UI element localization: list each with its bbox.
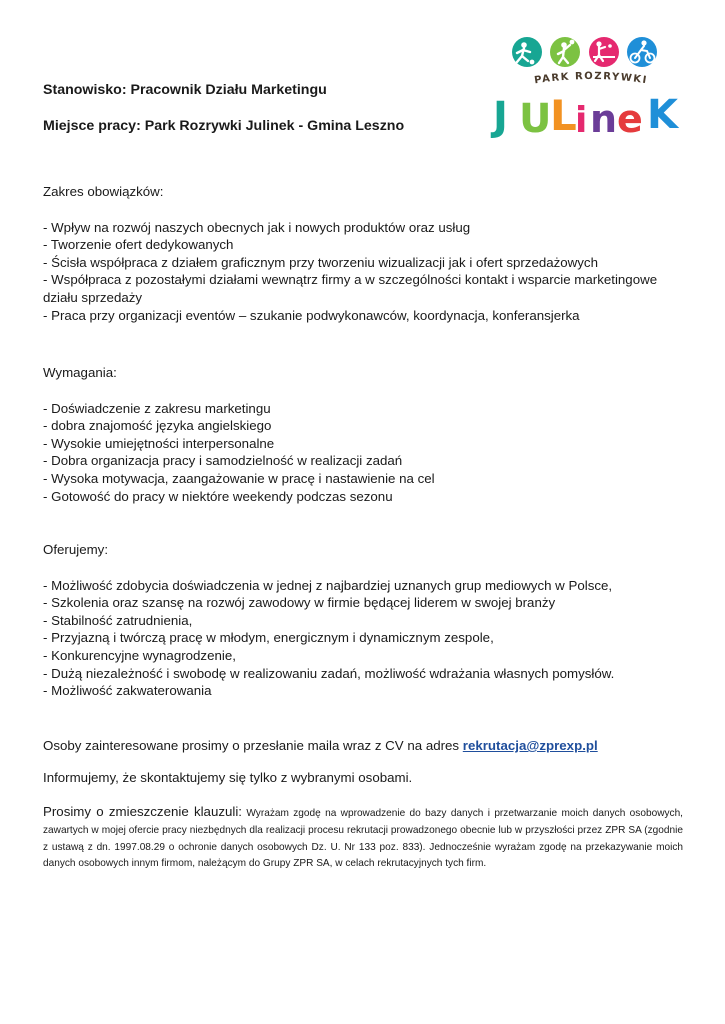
requirements-title: Wymagania: (43, 365, 117, 380)
list-item: - Gotowość do pracy w niektóre weekendy podczas sezonu (43, 488, 393, 504)
clause-text: Wyrażam zgodę na wprowadzenie do bazy danych i przetwarzanie moich danych osobowych, zawartych w mojej ofercie pracy niezbędnych dla realizacji procesu rekrutacji prowadzonego obecnie lub w przyszłości przez ZPR SA (zgodnie z ustawą z dn. 1997.08.29 o ochronie danych osobowych Dz. U. Nr 133 poz. 833). Jednocześnie wyrażam zgodę na przekazywanie moich danych osobowych innym firmom, należącym do Grupy ZPR SA, w celach rekrutacyjnych tych firm. (43, 808, 683, 870)
clause-lead: Prosimy o zmieszczenie klauzuli: (43, 804, 242, 819)
contact-notice: Informujemy, że skontaktujemy się tylko z wybranymi osobami. (43, 770, 413, 785)
svg-text:e: e (617, 97, 643, 138)
list-item: - Możliwość zdobycia doświadczenia w jednej z najbardziej uznanych grup mediowych w Polsce, (43, 577, 613, 593)
list-item: - Stabilność zatrudnienia, (43, 612, 193, 628)
logo-wordmark (490, 91, 680, 138)
list-item: - Praca przy organizacji eventów – szukanie podwykonawców, koordynacja, konferansjerka (43, 307, 580, 323)
logo-arc-text: PARK ROZRYWKI (533, 70, 649, 87)
list-item: - Dobra organizacja pracy i samodzielność w realizacji zadań (43, 453, 403, 469)
list-item: - Przyjazną i twórczą pracę w młodym, energicznym i dynamicznym zespole, (43, 630, 494, 646)
duties-list (43, 219, 683, 325)
svg-text:L: L (550, 91, 577, 138)
svg-text:U: U (519, 96, 552, 138)
svg-text:PARK ROZRYWKI (534, 71, 649, 86)
apply-paragraph (43, 737, 683, 755)
list-item: - Konkurencyjne wynagrodzenie, (43, 647, 236, 663)
offer-list (43, 577, 683, 700)
email-link[interactable]: rekrutacja@zprexp.pl (462, 738, 598, 753)
requirements-list (43, 400, 683, 506)
offer-section (43, 541, 683, 700)
football-player-icon (512, 37, 542, 67)
workplace-heading: Miejsce pracy: Park Rozrywki Julinek - Gmina Leszno (43, 118, 405, 134)
svg-text:J: J (493, 94, 508, 138)
duties-title: Zakres obowiązków: (43, 184, 164, 199)
list-item: - Współpraca z pozostałymi działami wewnątrz firmy a w szczególności kontakt i wsparcie marketingowe działu sprzedaży (43, 272, 658, 305)
svg-text:n: n (590, 97, 618, 138)
basketball-player-icon (550, 37, 580, 67)
gdpr-clause (43, 804, 683, 873)
list-item: - Szkolenia oraz szansę na rozwój zawodowy w firmie będącej liderem w swojej branży (43, 595, 556, 611)
svg-text:K: K (647, 92, 678, 138)
list-item: - Wpływ na rozwój naszych obecnych jak i nowych produktów oraz usług (43, 219, 471, 235)
list-item: - Tworzenie ofert dedykowanych (43, 237, 234, 253)
position-heading: Stanowisko: Pracownik Działu Marketingu (43, 82, 327, 98)
requirements-section (43, 364, 683, 505)
cyclist-icon (627, 37, 657, 67)
list-item: - Wysokie umiejętności interpersonalne (43, 435, 275, 451)
ping-pong-icon (589, 37, 619, 67)
offer-title: Oferujemy: (43, 542, 109, 557)
list-item: - Dużą niezależność i swobodę w realizowaniu zadań, możliwość wdrażania własnych pomysłów. (43, 665, 615, 681)
list-item: - Możliwość zakwaterowania (43, 683, 212, 699)
list-item: - Wysoka motywacja, zaangażowanie w pracę i nastawienie na cel (43, 470, 435, 486)
list-item: - Ścisła współpraca z działem graficznym przy tworzeniu wizualizacji jak i ofert sprzedażowych (43, 254, 598, 270)
apply-text: Osoby zainteresowane prosimy o przesłanie maila wraz z CV na adres (43, 738, 460, 753)
julinek-logo (489, 36, 693, 138)
svg-text:i: i (575, 100, 588, 138)
list-item: - dobra znajomość języka angielskiego (43, 418, 272, 434)
list-item: - Doświadczenie z zakresu marketingu (43, 400, 271, 416)
duties-section (43, 183, 683, 324)
